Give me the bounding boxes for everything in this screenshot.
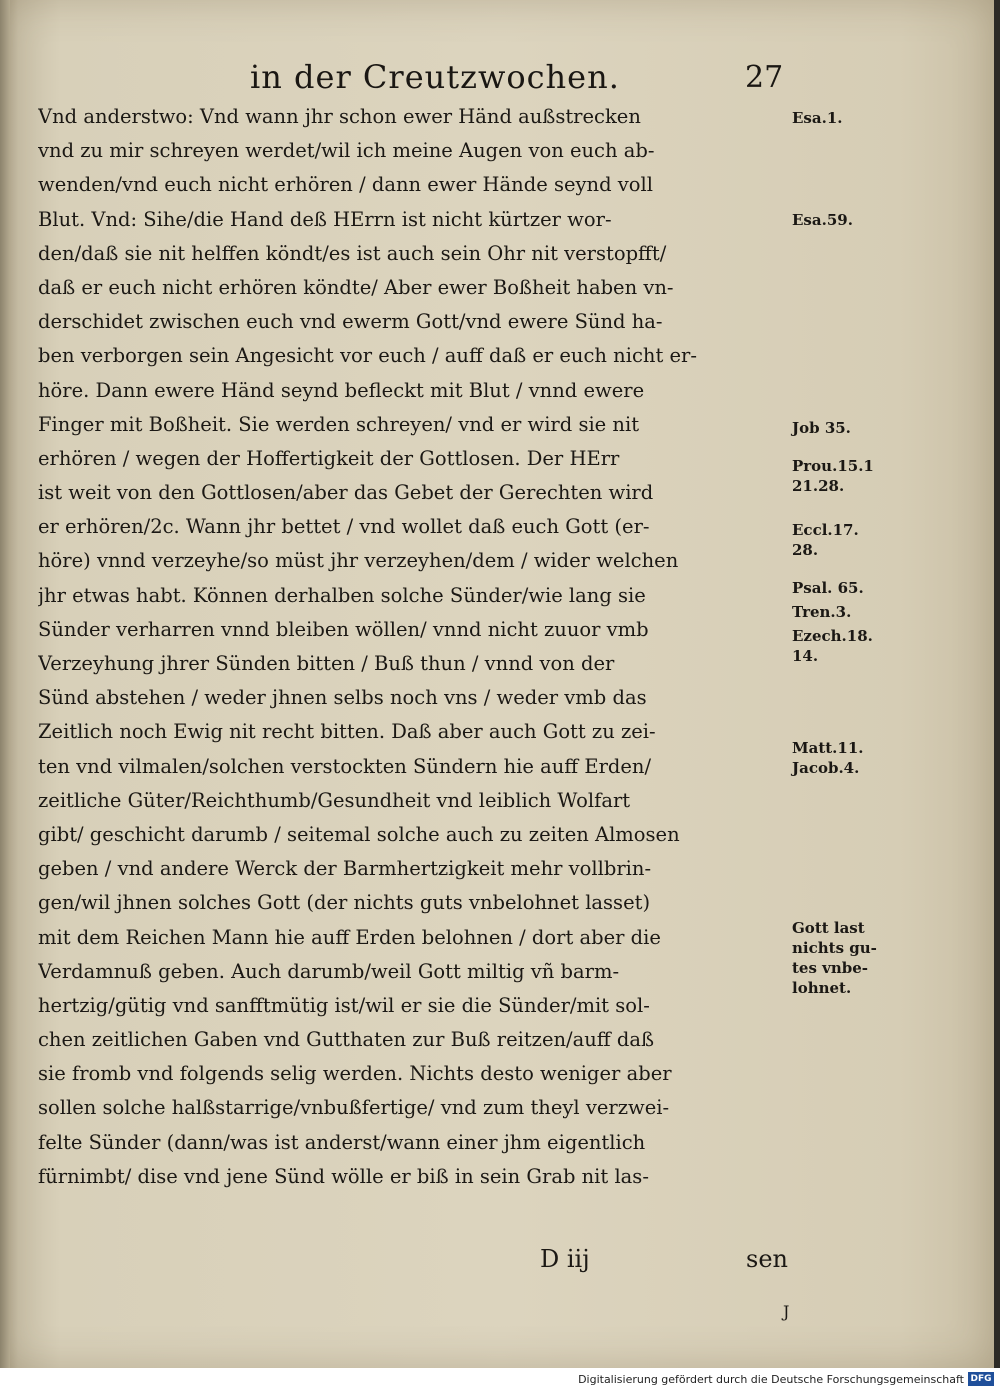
text-line: gibt/ geschicht darumb / seitemal solche auch zu zeiten Almosen	[38, 822, 680, 846]
text-line: Zeitlich noch Ewig nit recht bitten. Daß aber auch Gott zu zei-	[38, 720, 656, 744]
text-line: zeitliche Güter/Reichthumb/Gesundheit vnd leiblich Wolfart	[38, 788, 631, 812]
text-line: Finger mit Boßheit. Sie werden schreyen/ vnd er wird sie nit	[38, 412, 640, 436]
footer-bar	[0, 1368, 1000, 1391]
text-line: ben verborgen sein Angesicht vor euch / auff daß er euch nicht er-	[38, 344, 697, 368]
text-line: chen zeitlichen Gaben vnd Gutthaten zur Buß reitzen/auff daß	[38, 1028, 654, 1052]
running-head: in der Creutzwochen.	[250, 58, 620, 96]
bottom-mark: J	[783, 1302, 790, 1321]
margin-note: Esa.59.	[792, 211, 853, 229]
margin-note: Prou.15.1 21.28.	[792, 457, 874, 495]
text-line: Vnd anderstwo: Vnd wann jhr schon ewer Händ außstrecken	[38, 105, 641, 128]
margin-note: Esa.1.	[792, 109, 843, 127]
text-line: wenden/vnd euch nicht erhören / dann ewer Hände seynd voll	[38, 173, 653, 197]
text-line: daß er euch nicht erhören köndte/ Aber ewer Boßheit haben vn-	[38, 275, 674, 299]
text-line: hertzig/gütig vnd sanfftmütig ist/wil er sie die Sünder/mit sol-	[38, 993, 650, 1017]
text-line: derschidet zwischen euch vnd ewerm Gott/vnd ewere Sünd ha-	[38, 310, 663, 334]
text-line: geben / vnd andere Werck der Barmhertzigkeit mehr vollbrin-	[38, 857, 652, 881]
margin-note: Ezech.18. 14.	[792, 627, 873, 665]
margin-note: Psal. 65.	[792, 579, 864, 597]
margin-note: Job 35.	[792, 419, 851, 437]
text-line: felte Sünder (dann/was ist anderst/wann einer jhm eigentlich	[38, 1130, 646, 1154]
text-line: höre. Dann ewere Händ seynd befleckt mit Blut / vnnd ewere	[38, 378, 645, 402]
margin-note: Matt.11. Jacob.4.	[792, 739, 864, 777]
catchword: sen	[746, 1245, 788, 1273]
margin-note: Tren.3.	[792, 603, 852, 621]
body-text	[38, 100, 798, 1194]
text-line: Sünder verharren vnnd bleiben wöllen/ vnnd nicht zuuor vmb	[38, 617, 649, 641]
text-line: vnd zu mir schreyen werdet/wil ich meine Augen von euch ab-	[38, 139, 655, 163]
text-line: ist weit von den Gottlosen/aber das Gebet der Gerechten wird	[38, 481, 654, 505]
text-line: jhr etwas habt. Können derhalben solche Sünder/wie lang sie	[38, 583, 646, 607]
text-line: Sünd abstehen / weder jhnen selbs noch vns / weder vmb das	[38, 686, 647, 710]
text-line: Verzeyhung jhrer Sünden bitten / Buß thun / vnnd von der	[38, 652, 615, 675]
dfg-logo-icon: DFG	[968, 1372, 994, 1386]
text-line: sollen solche halßstarrige/vnbußfertige/ vnd zum theyl verzwei-	[38, 1096, 670, 1120]
text-line: Verdamnuß geben. Auch darumb/weil Gott miltig vñ barm-	[38, 959, 620, 983]
signature-mark: D iij	[540, 1245, 590, 1273]
text-line: sie fromb vnd folgends selig werden. Nichts desto weniger aber	[38, 1062, 672, 1086]
footer-credit: Digitalisierung gefördert durch die Deutsche Forschungsgemeinschaft	[578, 1373, 964, 1386]
text-line: fürnimbt/ dise vnd jene Sünd wölle er biß in sein Grab nit las-	[38, 1164, 649, 1188]
text-line: den/daß sie nit helffen köndt/es ist auch sein Ohr nit verstopfft/	[38, 241, 667, 265]
text-line: Blut. Vnd: Sihe/die Hand deß HErrn ist nicht kürtzer wor-	[38, 207, 612, 231]
page-number: 27	[745, 60, 784, 95]
text-line: er erhören/2c. Wann jhr bettet / vnd wollet daß euch Gott (er-	[38, 515, 650, 539]
margin-note: Gott last nichts gu- tes vnbe- lohnet.	[792, 919, 877, 997]
text-line: mit dem Reichen Mann hie auff Erden belohnen / dort aber die	[38, 925, 661, 949]
text-line: ten vnd vilmalen/solchen verstockten Sündern hie auff Erden/	[38, 754, 652, 778]
margin-note: Eccl.17. 28.	[792, 521, 859, 559]
text-line: erhören / wegen der Hoffertigkeit der Gottlosen. Der HErr	[38, 446, 620, 470]
text-line: höre) vnnd verzeyhe/so müst jhr verzeyhen/dem / wider welchen	[38, 549, 679, 573]
text-line: gen/wil jhnen solches Gott (der nichts guts vnbelohnet lasset)	[38, 891, 651, 915]
